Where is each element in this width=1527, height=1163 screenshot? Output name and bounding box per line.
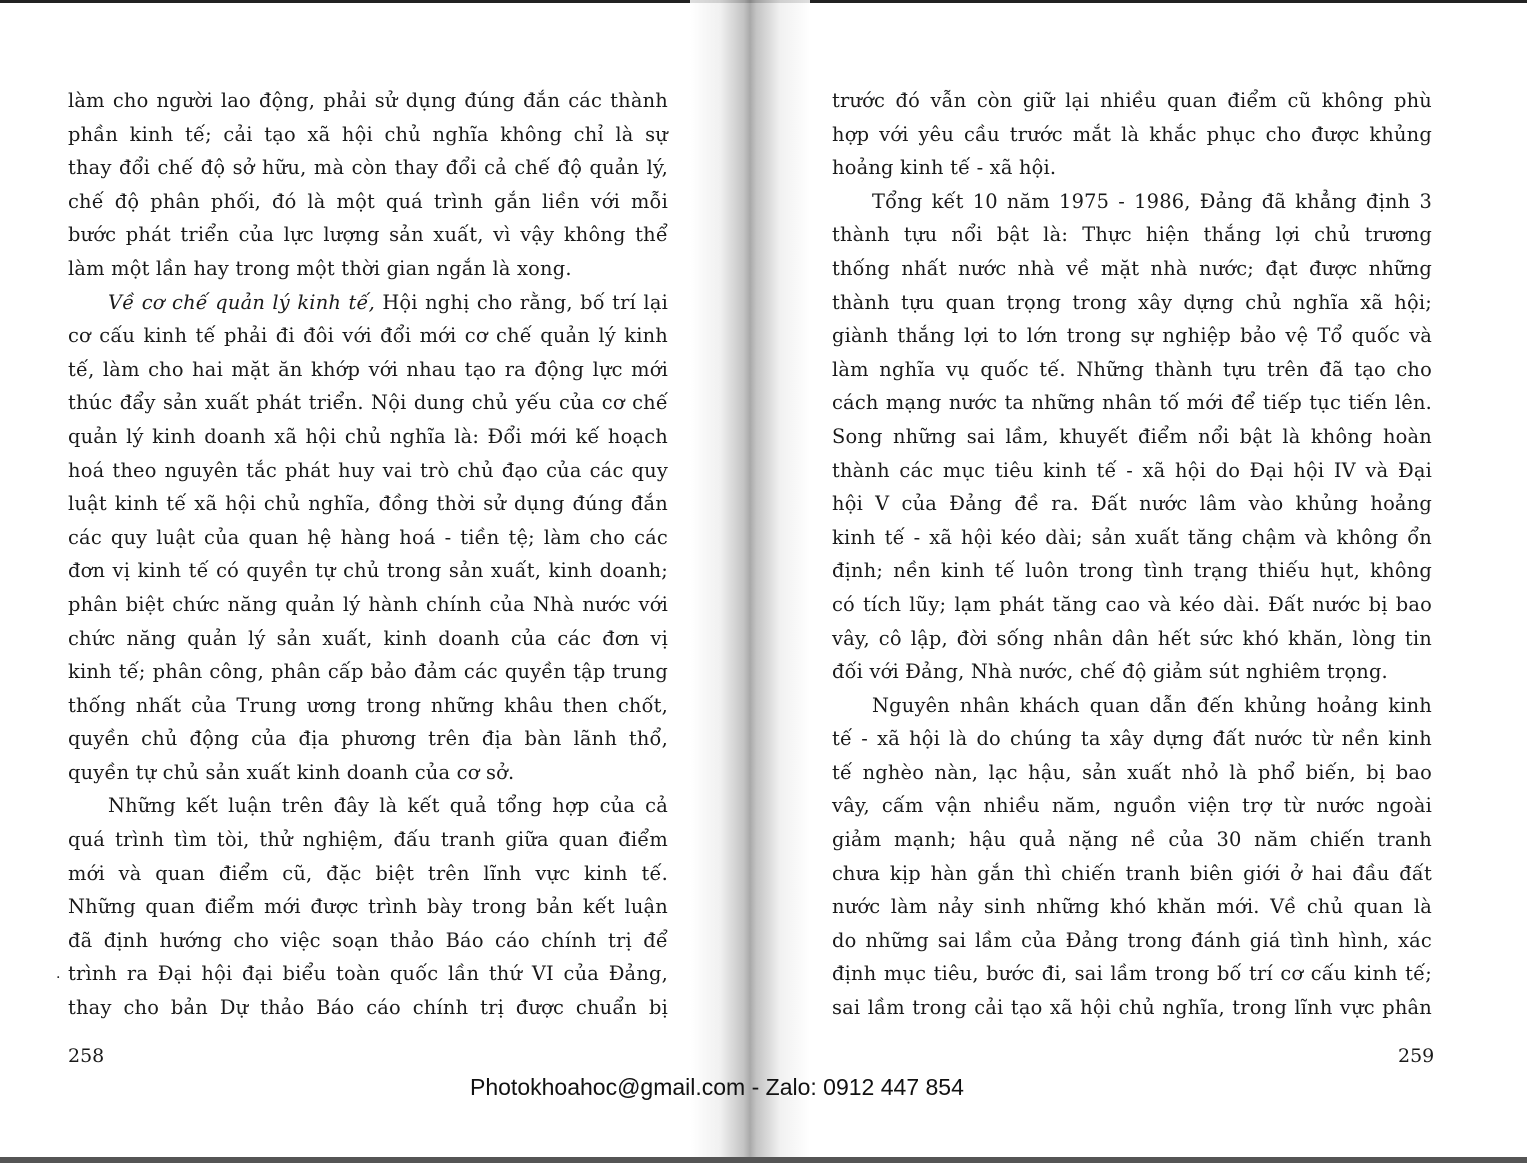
text-line: hoảng kinh tế - xã hội. [832, 156, 1057, 180]
left-page [68, 84, 668, 1025]
text-line: phần kinh tế; cải tạo xã hội chủ nghĩa không chỉ là sự [68, 122, 668, 146]
text-line: giảm mạnh; hậu quả nặng nề của 30 năm chiến tranh [832, 828, 1432, 852]
text-line: quyền tự chủ sản xuất kinh doanh của cơ sở. [68, 760, 515, 784]
text-line: trước đó vẫn còn giữ lại nhiều quan điểm cũ không phù [832, 89, 1432, 112]
text-line: hoá theo nguyên tắc phát huy vai trò chủ đạo của các quy [68, 458, 668, 482]
text-line: hội V của Đảng đề ra. Đất nước lâm vào khủng hoảng [832, 492, 1432, 516]
book-gutter-shadow [690, 0, 810, 1163]
text-line-lead [68, 286, 668, 320]
text-line: quyền chủ động của địa phương trên địa bàn lãnh thổ, [68, 727, 668, 751]
left-paragraph-1 [68, 84, 668, 286]
text-line: tế - xã hội là do chúng ta xây dựng đất nước từ nền kinh [832, 727, 1432, 751]
text-line: nước làm nảy sinh những khó khăn mới. Về chủ quan là [832, 895, 1432, 919]
text-line: quá trình tìm tòi, thử nghiệm, đấu tranh giữa quan điểm [68, 828, 668, 852]
italic-lead: Về cơ chế quản lý kinh tế, [108, 290, 375, 314]
right-paragraph-1 [832, 84, 1432, 185]
text-line: trình ra Đại hội đại biểu toàn quốc lần thứ VI của Đảng, [68, 962, 668, 986]
text-line: Nguyên nhân khách quan dẫn đến khủng hoảng kinh [872, 693, 1432, 717]
scan-speck: . [56, 966, 61, 982]
text-line: Những kết luận trên đây là kết quả tổng hợp của cả [108, 794, 668, 818]
text-line: cơ cấu kinh tế phải đi đôi với đổi mới cơ chế quản lý kinh [68, 324, 668, 348]
text-line: kinh tế; phân công, phân cấp bảo đảm các quyền tập trung [68, 660, 668, 684]
text-line: làm một lần hay trong một thời gian ngắn là xong. [68, 256, 572, 280]
text-line: đối với Đảng, Nhà nước, chế độ giảm sút nghiêm trọng. [832, 660, 1388, 684]
text-line: vây, cấm vận nhiều năm, nguồn viện trợ từ nước ngoài [832, 794, 1432, 818]
left-paragraph-2 [68, 286, 668, 790]
text-line: thay đổi chế độ sở hữu, mà còn thay đổi cả chế độ quản lý, [68, 156, 668, 180]
right-paragraph-2 [832, 185, 1432, 689]
text-line: vây, cô lập, đời sống nhân dân hết sức khó khăn, lòng tin [832, 626, 1432, 650]
text-line: thống nhất của Trung ương trong những khâu then chốt, [68, 693, 668, 717]
text-line: bước phát triển của lực lượng sản xuất, vì vậy không thể [68, 223, 668, 247]
text-line: làm nghĩa vụ quốc tế. Những thành tựu trên đã tạo cho [832, 357, 1432, 381]
text-line: thống nhất nước nhà về mặt nhà nước; đạt được những [832, 256, 1432, 280]
text-line: Những quan điểm mới được trình bày trong bản kết luận [68, 895, 668, 919]
text-line: thành tựu nổi bật là: Thực hiện thắng lợi chủ trương [832, 223, 1432, 247]
text-line: có tích lũy; lạm phát tăng cao và kéo dài. Đất nước bị bao [832, 592, 1432, 616]
text-line: thành tựu quan trọng trong xây dựng chủ nghĩa xã hội; [832, 290, 1432, 314]
text-line: tế nghèo nàn, lạc hậu, sản xuất nhỏ là phổ biến, bị bao [832, 760, 1432, 784]
bottom-edge-rule [0, 1157, 1527, 1163]
text-line: làm cho người lao động, phải sử dụng đúng đắn các thành [68, 89, 668, 112]
text-line: Tổng kết 10 năm 1975 - 1986, Đảng đã khẳng định 3 [872, 189, 1432, 213]
text-line: phân biệt chức năng quản lý hành chính của Nhà nước với [68, 592, 668, 616]
text-line: hợp với yêu cầu trước mắt là khắc phục cho được khủng [832, 122, 1432, 146]
right-paragraph-3 [832, 689, 1432, 1025]
text-line: các quy luật của quan hệ hàng hoá - tiền tệ; làm cho các [68, 525, 668, 549]
text-line: quản lý kinh doanh xã hội chủ nghĩa là: Đổi mới kế hoạch [68, 424, 668, 448]
text-line: đơn vị kinh tế có quyền tự chủ trong sản xuất, kinh doanh; [68, 559, 668, 583]
text-fragment: Hội nghị cho rằng, bố trí lại [374, 290, 668, 314]
text-line: thúc đẩy sản xuất phát triển. Nội dung chủ yếu của cơ chế [68, 391, 668, 415]
text-line: đã định hướng cho việc soạn thảo Báo cáo chính trị để [68, 928, 668, 952]
text-line: định; nền kinh tế luôn trong tình trạng thiếu hụt, không [832, 559, 1432, 583]
right-page [832, 84, 1432, 1025]
text-line: chức năng quản lý sản xuất, kinh doanh của các đơn vị [68, 626, 668, 650]
text-line: mới và quan điểm cũ, đặc biệt trên lĩnh vực kinh tế. [68, 861, 668, 885]
text-line: tế, làm cho hai mặt ăn khớp với nhau tạo ra động lực mới [68, 357, 668, 381]
text-line: chưa kịp hàn gắn thì chiến tranh biên giới ở hai đầu đất [832, 861, 1432, 885]
text-line: luật kinh tế xã hội chủ nghĩa, đồng thời sử dụng đúng đắn [68, 492, 668, 516]
text-line: kinh tế - xã hội kéo dài; sản xuất tăng chậm và không ổn [832, 525, 1432, 549]
text-line: Song những sai lầm, khuyết điểm nổi bật là không hoàn [832, 424, 1432, 448]
left-paragraph-3 [68, 789, 668, 1024]
contact-watermark: Photokhoahoc@gmail.com - Zalo: 0912 447 854 [470, 1074, 964, 1100]
page-number-right: 259 [1398, 1045, 1435, 1067]
text-line: giành thắng lợi to lớn trong sự nghiệp bảo vệ Tổ quốc và [832, 324, 1432, 348]
text-line: cách mạng nước ta những nhân tố mới để tiếp tục tiến lên. [832, 391, 1432, 415]
text-line: thành các mục tiêu kinh tế - xã hội do Đại hội IV và Đại [832, 458, 1432, 482]
text-line: định mục tiêu, bước đi, sai lầm trong bố trí cơ cấu kinh tế; [832, 962, 1432, 986]
text-line: thay cho bản Dự thảo Báo cáo chính trị được chuẩn bị [68, 996, 668, 1020]
text-line: sai lầm trong cải tạo xã hội chủ nghĩa, trong lĩnh vực phân [832, 996, 1432, 1020]
text-line: chế độ phân phối, đó là một quá trình gắn liền với mỗi [68, 189, 668, 213]
text-line: do những sai lầm của Đảng trong đánh giá tình hình, xác [832, 928, 1432, 952]
page-number-left: 258 [68, 1045, 105, 1067]
